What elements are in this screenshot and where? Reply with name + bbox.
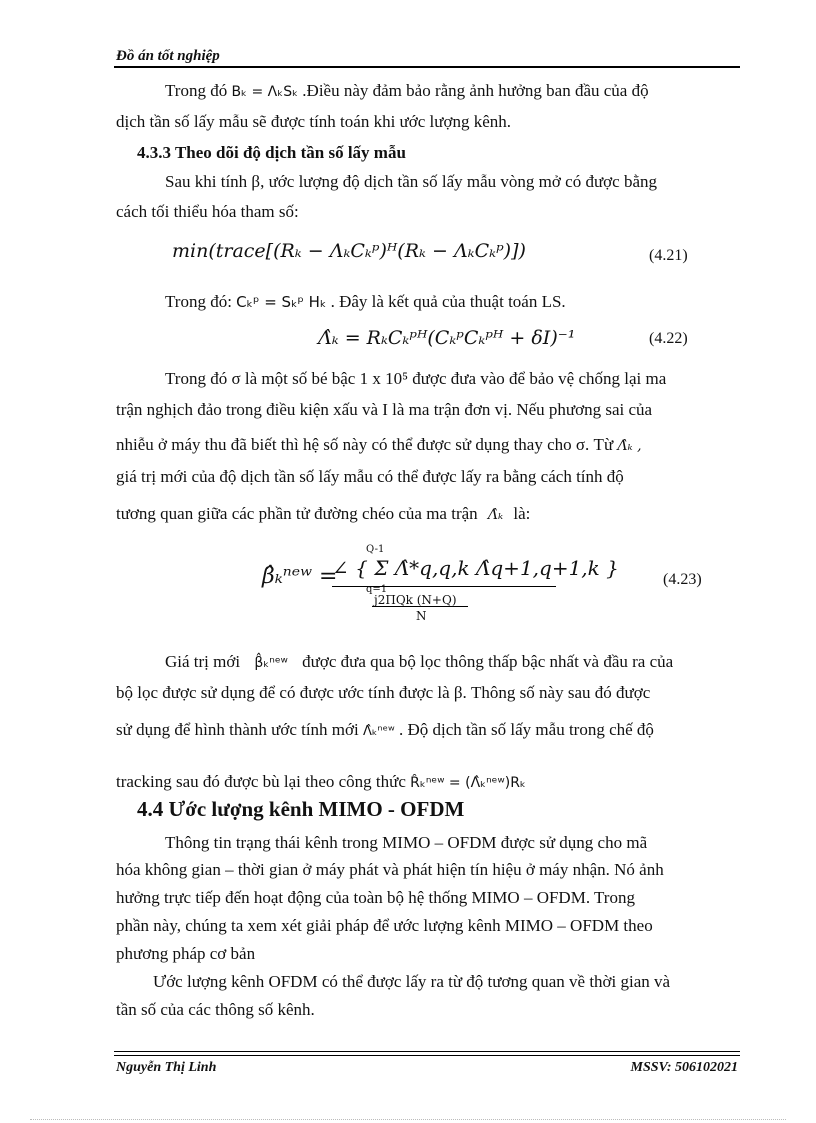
paragraph-line <box>116 719 654 743</box>
fraction-bar-inner <box>372 606 468 607</box>
fraction-bar <box>332 586 556 587</box>
text: Trong đó: <box>165 292 232 311</box>
footer-rule <box>114 1051 740 1052</box>
footer-student-id: MSSV: 506102021 <box>630 1060 738 1075</box>
paragraph-line: phương pháp cơ bản <box>116 944 256 963</box>
sum-lower-limit: q=1 <box>366 584 388 595</box>
paragraph-line <box>116 771 526 794</box>
text: Trong đó <box>165 81 228 100</box>
text: nhiễu ở máy thu đã biết thì hệ số này có thể được sử dụng thay cho σ. Từ <box>116 435 614 454</box>
subsection-heading: 4.3.3 Theo dõi độ dịch tần số lấy mẫu <box>137 143 406 162</box>
footer-author: Nguyễn Thị Linh <box>116 1060 217 1075</box>
equation-4-23 <box>262 540 619 630</box>
text: .Điều này đảm bảo rằng ảnh hưởng ban đầu của độ <box>302 81 649 100</box>
text: . Độ dịch tần số lấy mẫu trong chế độ <box>398 720 654 739</box>
equation-lhs: β̂ₖⁿᵉʷ = <box>262 564 338 589</box>
paragraph-line: dịch tần số lấy mẫu sẽ được tính toán khi ước lượng kênh. <box>116 112 512 131</box>
text: sử dụng để hình thành ước tính mới <box>116 720 359 739</box>
page-header-title: Đồ án tốt nghiệp <box>116 48 220 64</box>
text: được đưa qua bộ lọc thông thấp bậc nhất và đầu ra của <box>302 652 674 671</box>
text: . Đây là kết quả của thuật toán LS. <box>330 292 566 311</box>
equation-4-22: Λ̂ₖ = RₖCₖᵖᴴ(CₖᵖCₖᵖᴴ + δI)⁻¹ <box>318 327 576 349</box>
paragraph-line: tần số của các thông số kênh. <box>116 1000 315 1019</box>
section-heading: 4.4 Ước lượng kênh MIMO - OFDM <box>137 797 465 821</box>
text: tracking sau đó được bù lại theo công thức <box>116 772 406 791</box>
paragraph-line: Ước lượng kênh OFDM có thể được lấy ra từ độ tương quan về thời gian và <box>153 972 671 991</box>
paragraph-line: Thông tin trạng thái kênh trong MIMO – OFDM được sử dụng cho mã <box>165 833 648 852</box>
paragraph-line <box>165 80 649 103</box>
paragraph-line <box>116 434 642 457</box>
denominator-bottom: N <box>416 609 427 623</box>
paragraph-line: Trong đó σ là một số bé bậc 1 x 10⁵ được đưa vào để bảo vệ chống lại ma <box>165 369 667 388</box>
paragraph-line <box>165 291 566 313</box>
paragraph-line: bộ lọc được sử dụng để có được ước tính được là β. Thông số này sau đó được <box>116 683 651 702</box>
paragraph-line: Sau khi tính β, ước lượng độ dịch tần số lấy mẫu vòng mở có được bằng <box>165 172 657 191</box>
paragraph-line: trận nghịch đảo trong điều kiện xấu và I là ma trận đơn vị. Nếu phương sai của <box>116 400 653 419</box>
math-inline: R̂ₖⁿᵉʷ = (Λ̂ₖⁿᵉʷ)Rₖ <box>410 775 526 791</box>
paragraph-line: cách tối thiểu hóa tham số: <box>116 202 299 221</box>
equation-4-21: min(trace[(Rₖ − ΛₖCₖᵖ)ᴴ(Rₖ − ΛₖCₖᵖ)]) <box>172 240 526 262</box>
equation-number: (4.23) <box>663 571 702 588</box>
denominator-top: j2ΠQk (N+Q) <box>374 593 457 607</box>
paragraph-line: hưởng trực tiếp đến hoạt động của toàn bộ hệ thống MIMO – OFDM. Trong <box>116 888 635 907</box>
equation-number: (4.21) <box>649 247 688 264</box>
text: là: <box>513 504 531 523</box>
math-inline: Λ̂ₖ , <box>617 438 642 454</box>
header-rule <box>114 66 740 68</box>
sum-upper-limit: Q-1 <box>366 544 385 555</box>
math-inline: Λ̂ₖ <box>487 507 504 523</box>
paragraph-line: hóa không gian – thời gian ở máy phát và phát hiện tín hiệu ở máy nhận. Nó ảnh <box>116 860 664 879</box>
math-inline: β̂ₖⁿᵉʷ <box>254 655 288 671</box>
text: tương quan giữa các phần tử đường chéo của ma trận <box>116 504 478 523</box>
math-inline: Bₖ = ΛₖSₖ <box>231 84 299 100</box>
math-inline: Cₖᵖ = Sₖᵖ Hₖ <box>236 293 327 311</box>
footer-rule <box>114 1055 740 1056</box>
paragraph-line <box>116 503 530 526</box>
paragraph-line <box>165 651 673 674</box>
equation-number: (4.22) <box>649 330 688 347</box>
math-inline: Λ̂ₖⁿᵉʷ <box>363 724 395 739</box>
page-bottom-border <box>30 1119 786 1120</box>
paragraph-line: giá trị mới của độ dịch tần số lấy mẫu có thể được lấy ra bằng cách tính độ <box>116 467 624 486</box>
paragraph-line: phần này, chúng ta xem xét giải pháp để ước lượng kênh MIMO – OFDM theo <box>116 916 653 935</box>
text: Giá trị mới <box>165 652 241 671</box>
equation-numerator: ∠ { Σ Λ̂*q,q,k Λ̂q+1,q+1,k } <box>332 556 619 580</box>
